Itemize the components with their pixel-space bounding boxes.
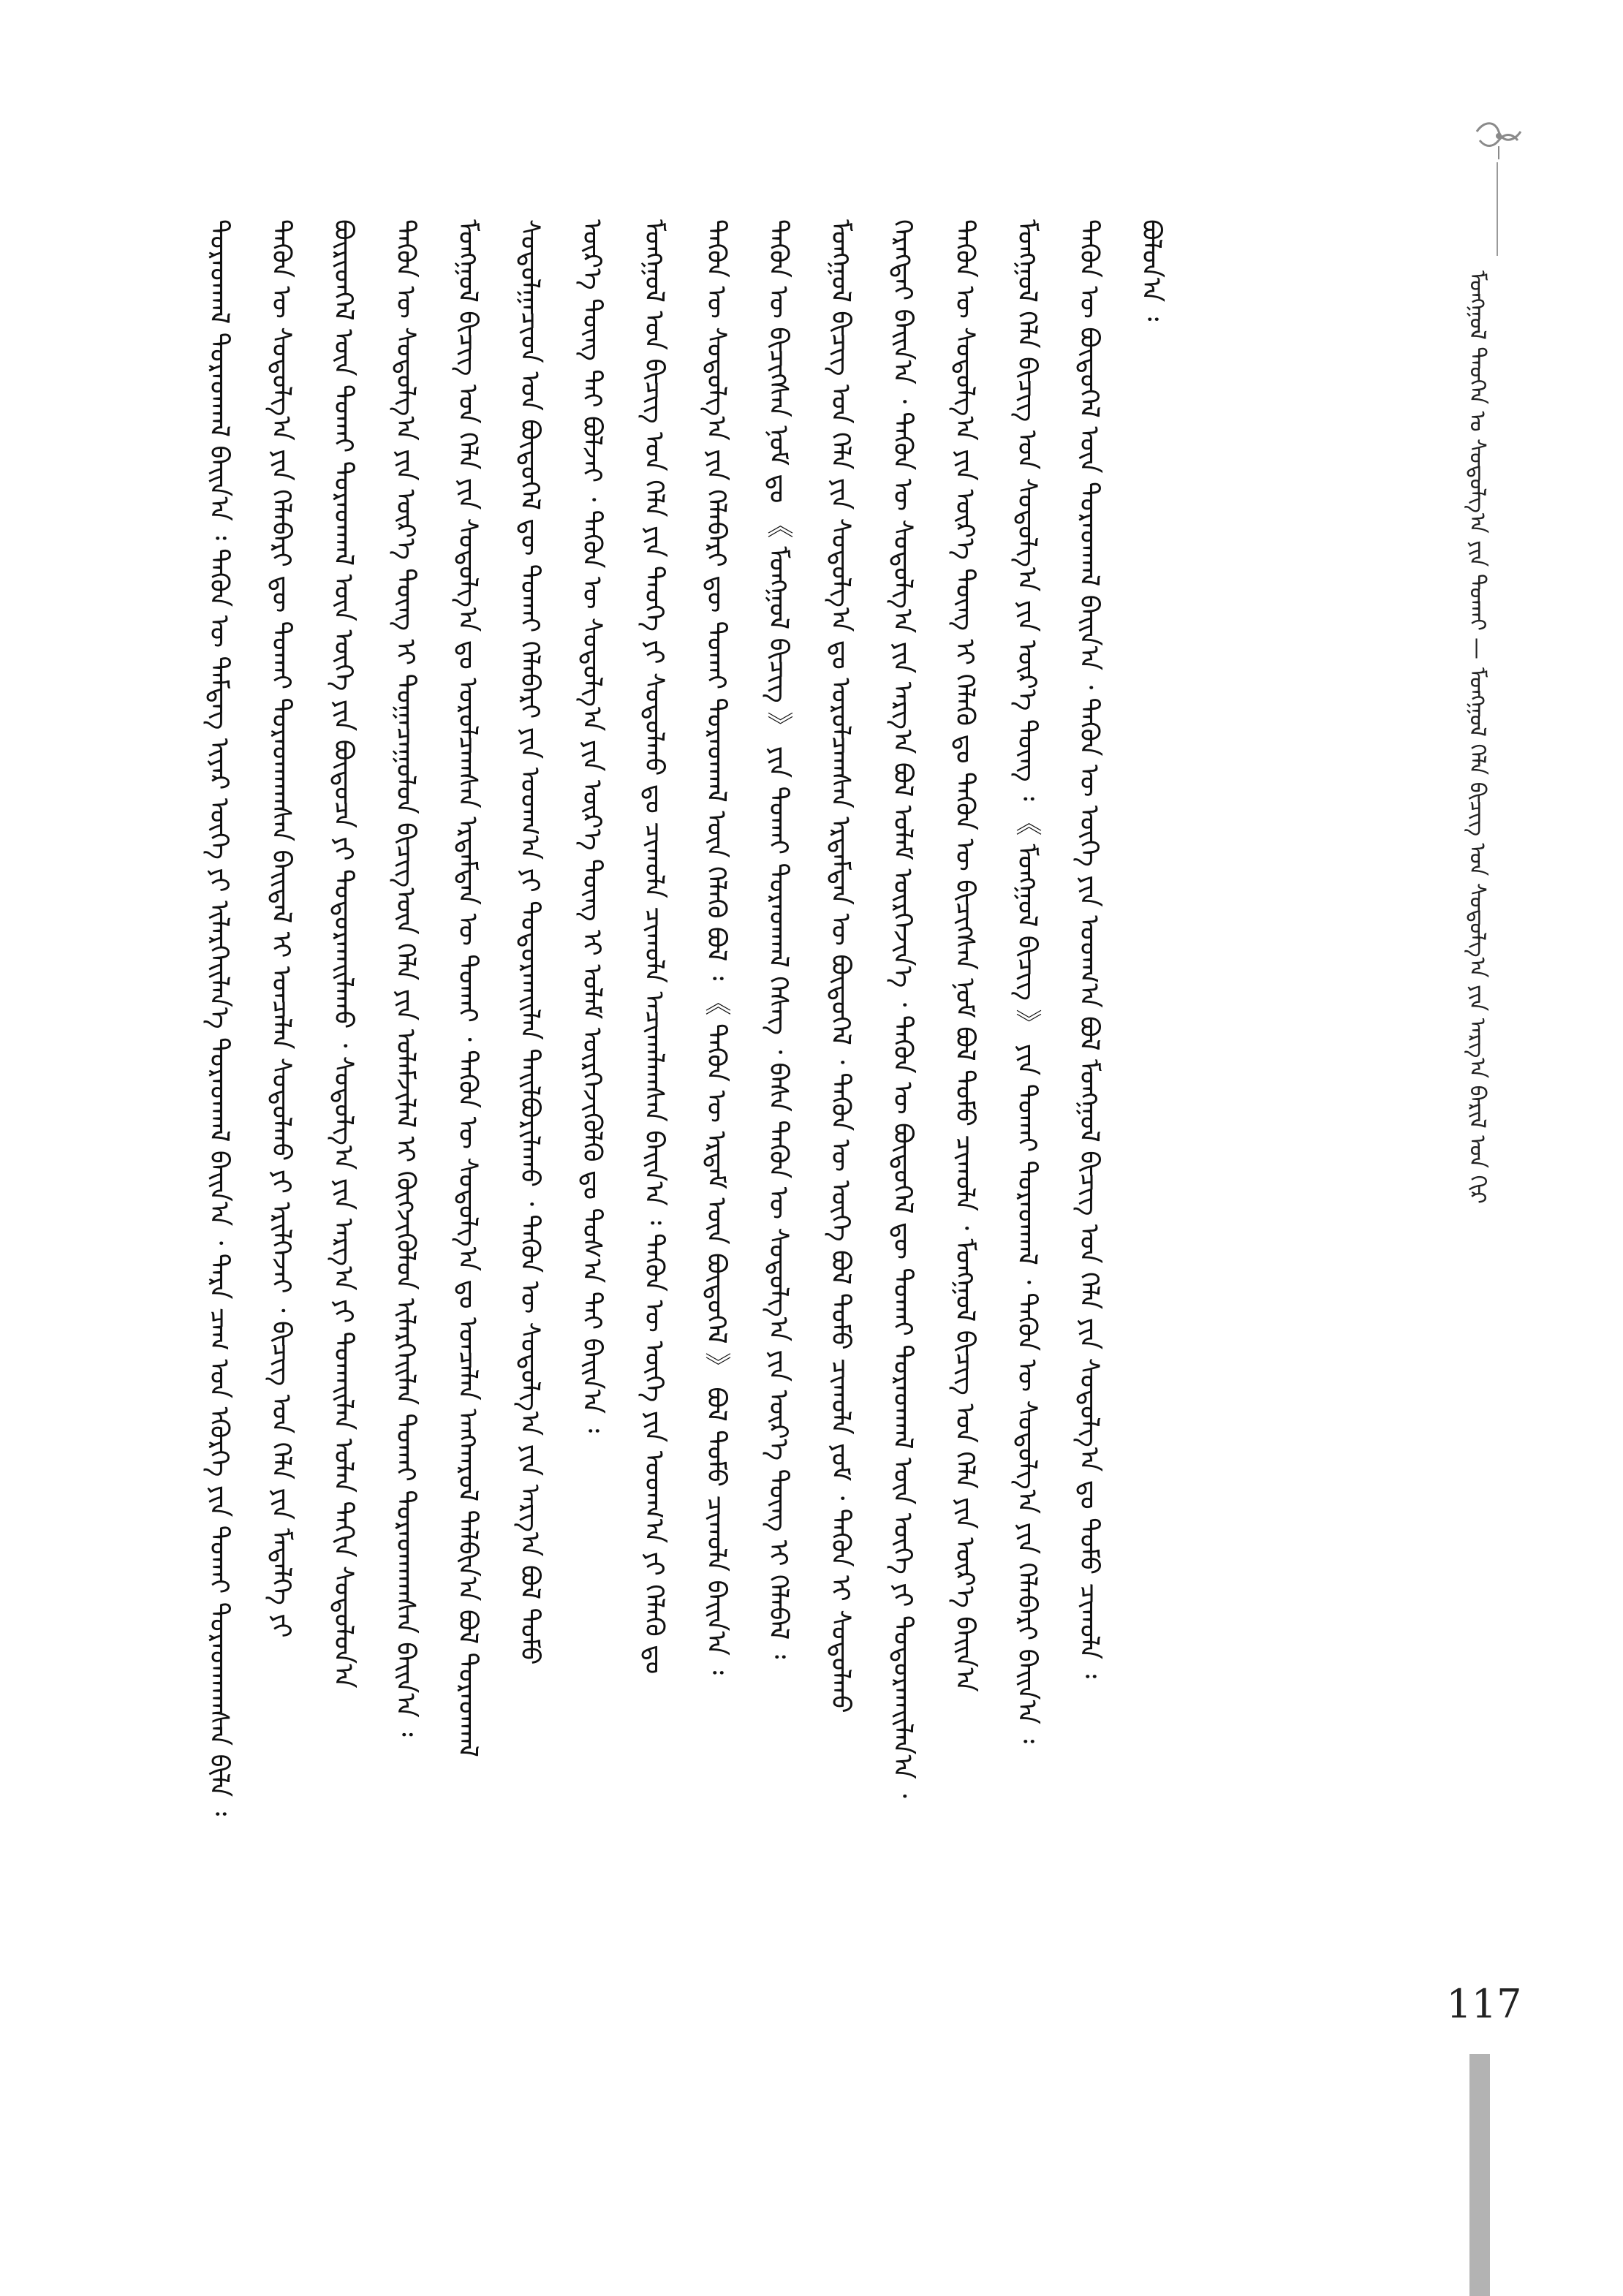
running-head-title: ᠮᠣᠩᠭᠣᠯ ᠲᠡᠦᠬᠡᠨ ᠤ ᠰᠤᠳᠤᠯᠭ᠎ᠠ ᠶᠢᠨ ᠲᠤᠬᠠᠢ xyxy=(1464,270,1490,631)
text-column: ᠲᠡᠭᠦᠨ ᠦ ᠰᠤᠳᠤᠯᠭ᠎ᠠ ᠶᠢᠨ ᠬᠡᠯᠡᠪᠡᠷᠢ ᠳᠦ ᠲᠤᠬᠠᠢ ᠳᠤᠷᠠᠳᠬᠠᠭᠰᠠᠨ ᠪᠠᠢᠳᠠᠯ ᠢ ᠣᠨᠴᠠᠯᠠᠨ ᠰᠤᠳᠤᠯᠬᠤ ᠶᠢ ᠡᠷᠢᠯᠬᠡᠵᠡᠢ ᠂ ᠪᠢᠴᠢᠭ ᠤᠨ ᠬᠡᠯᠡ ᠶᠢᠨ ᠮᠡᠳᠡᠯᠭᠡ ᠶᠢ xyxy=(266,219,296,1638)
text-column: ᠲᠡᠭᠦᠨ ᠦ ᠪᠦᠲᠦᠭᠡᠯ ᠦᠨ ᠳᠤᠷᠠᠳᠬᠠᠯ ᠪᠠᠢᠨ᠎ᠠ ᠂ ᠲᠡᠭᠦᠨ ᠦ ᠦᠭᠡ ᠶᠢᠨ ᠤᠳᠬ᠎ᠠ ᠪᠣᠯ ᠮᠣᠩᠭᠣᠯ ᠪᠢᠴᠢᠭ ᠤᠨ ᠬᠡᠯᠡ ᠶᠢᠨ ᠰᠤᠳᠤᠯᠭ᠎ᠠ ᠳᠤ ᠲᠤᠮᠤ ᠴᠢᠬᠤᠯᠠ ᠄ xyxy=(1074,219,1104,1679)
text-column: ᠪᠦᠷᠢᠳᠬᠡᠯ ᠦᠨ ᠲᠤᠬᠠᠢ ᠳᠤᠷᠠᠳᠬᠠᠯ ᠦᠨ ᠦᠭᠡ ᠶᠢᠨ ᠪᠦᠲᠦᠴᠡ ᠶᠢ ᠲᠣᠳᠣᠷᠬᠠᠢᠯᠠᠬᠤ ᠂ ᠰᠤᠳᠤᠯᠭ᠎ᠠ ᠶᠢᠨ ᠠᠷᠭ᠎ᠠ ᠶᠢ ᠲᠤᠬᠠᠢᠯᠠᠨ ᠣᠯᠠᠨ ᠳᠠᠬᠢᠨ ᠰᠤᠳᠤᠯᠤᠨ᠎ᠠ xyxy=(328,219,358,1689)
text-column: ᠮᠣᠩᠭᠣᠯ ᠪᠢᠴᠢᠭ ᠤᠨ ᠬᠡᠯᠡ ᠶᠢᠨ ᠰᠤᠳᠤᠯᠭ᠎ᠠ ᠳᠤ ᠣᠷᠣᠯᠴᠠᠭᠰᠠᠨ ᠡᠷᠳᠡᠮᠲᠡᠨ ᠦ ᠲᠤᠬᠠᠢ ᠂ ᠲᠡᠭᠦᠨ ᠦ ᠰᠤᠳᠤᠯᠭ᠎ᠠ ᠳᠤ ᠣᠨᠴᠠᠯᠠᠨ ᠠᠩᠬᠠᠷᠤᠯ ᠲᠠᠯᠪᠢᠨ᠎ᠠ ᠪᠣᠯ ᠳᠤᠷᠠᠳᠬᠠᠯ xyxy=(453,219,483,1757)
header-ornament-icon xyxy=(1469,117,1528,161)
running-head-subtitle: ᠮᠣᠩᠭᠣᠯ ᠬᠡᠯᠡ ᠪᠢᠴᠢᠭ ᠤᠨ ᠰᠤᠳᠤᠯᠭ᠎ᠠ ᠶᠢᠨ ᠠᠷᠭ᠎ᠠ ᠪᠠᠷᠢᠯ ᠤᠨ ᠬᠢᠷ xyxy=(1464,667,1490,1204)
text-column: ᠲᠡᠭᠦᠨ ᠦ ᠪᠢᠴᠢᠭᠰᠡᠨ ᠨᠣᠮ ᠳᠤ 《 ᠮᠣᠩᠭᠣᠯ ᠪᠢᠴᠢᠭ 》 ᠶᠢᠨ ᠲᠤᠬᠠᠢ ᠳᠤᠷᠠᠳᠬᠠᠯ ᠬᠡᠰᠡᠭ ᠂ ᠪᠠᠰᠠ ᠲᠡᠭᠦᠨ ᠦ ᠰᠤᠳᠤᠯᠭ᠎ᠠ ᠶᠢᠨ ᠦᠷ᠎ᠡ ᠳᠦᠩ ᠢ ᠬᠡᠯᠡᠪᠡᠯ ᠄ xyxy=(763,219,793,1659)
running-head-dash: — xyxy=(1464,637,1490,661)
text-column: ᠳᠤᠷᠠᠳᠬᠠᠯ ᠳᠤᠷᠠᠳᠬᠠᠯ ᠪᠠᠢᠨ᠎ᠠ ᠄ ᠲᠡᠭᠦᠨ ᠦ ᠲᠡᠮᠳᠡᠭ ᠢᠶᠡᠷ ᠦᠭᠡ ᠶᠢ ᠢᠯᠡᠷᠬᠡᠢᠯᠡᠨ᠎ᠡ ᠳᠤᠷᠠᠳᠬᠠᠯ ᠪᠠᠢᠨ᠎ᠠ ᠂ ᠲᠡᠷᠡ ᠴᠠᠭ ᠤᠨ ᠡᠭᠦᠷᠭᠡ ᠶᠢᠨ ᠲᠤᠬᠠᠢ ᠳᠤᠷᠠᠳᠬᠠᠭᠰᠠᠨ ᠪᠢᠯᠡ ᠄ xyxy=(204,219,234,1816)
side-thumb-tab xyxy=(1469,2054,1490,2296)
body-text xyxy=(197,219,1236,2010)
header-rule xyxy=(1497,162,1498,256)
running-head xyxy=(1459,270,1495,1204)
text-column: ᠲᠡᠭᠦᠨ ᠦ ᠰᠤᠳᠤᠯᠭ᠎ᠠ ᠶᠢᠨ ᠦᠷ᠎ᠡ ᠳᠦᠩ ᠢ ᠲᠣᠭᠠᠴᠠᠭᠤᠯᠤᠨ ᠪᠢᠴᠢᠭ᠎ᠦᠨ ᠬᠡᠯᠡ ᠶᠢᠨ ᠤᠯᠠᠮᠵᠢᠯᠠᠯ ᠢ ᠬᠥᠭᠵᠢᠭᠦᠯᠦᠨ ᠢᠯᠡᠷᠬᠡᠢᠯᠡᠨ ᠲᠤᠬᠠᠢ ᠳᠤᠷᠠᠳᠬᠠᠭᠰᠠᠨ ᠪᠠᠢᠨ᠎ᠠ ᠄ xyxy=(390,219,420,1737)
page-number: 117 xyxy=(1446,1981,1522,2027)
text-column: ᠮᠣᠩᠭᠣᠯ ᠬᠡᠯᠡ ᠪᠢᠴᠢᠭ ᠤᠨ ᠰᠤᠳᠤᠯᠭ᠎ᠠ ᠶᠢᠨ ᠦᠷ᠎ᠡ ᠳᠦᠩ ᠄ 《 ᠮᠣᠩᠭᠣᠯ ᠪᠢᠴᠢᠭ 》 ᠶᠢᠨ ᠲᠤᠬᠠᠢ ᠳᠤᠷᠠᠳᠬᠠᠯ ᠂ ᠲᠡᠭᠦᠨ ᠦ ᠰᠤᠳᠤᠯᠭ᠎ᠠ ᠶᠢᠨ ᠬᠡᠯᠡᠪᠡᠷᠢ ᠪᠠᠢᠨ᠎ᠠ ᠄ xyxy=(1012,219,1042,1743)
text-column: ᠲᠡᠭᠦᠨ ᠦ ᠰᠤᠳᠤᠯᠭ᠎ᠠ ᠶᠢᠨ ᠬᠡᠯᠡᠪᠡᠷᠢ ᠳᠦ ᠲᠤᠬᠠᠢ ᠳᠤᠷᠠᠳᠬᠠᠯ ᠦᠨ ᠬᠡᠯᠡᠬᠦ ᠪᠣᠯ ᠄ 《 ᠲᠡᠭᠦᠨ ᠦ ᠡᠷᠳᠡᠮ ᠦᠨ ᠪᠦᠲᠦᠭᠡᠯ 》 ᠪᠣᠯ ᠲᠤᠮᠤ ᠴᠢᠬᠤᠯᠠ ᠪᠠᠢᠨ᠎ᠠ ᠄ xyxy=(701,219,731,1675)
text-column: ᠮᠣᠩᠭᠣᠯ ᠪᠢᠴᠢᠭ ᠤᠨ ᠬᠡᠯᠡ ᠶᠢᠨ ᠰᠤᠳᠤᠯᠭ᠎ᠠ ᠳᠤ ᠣᠷᠣᠯᠴᠠᠭᠰᠠᠨ ᠡᠷᠳᠡᠮᠲᠡᠨ ᠦ ᠪᠦᠲᠦᠭᠡᠯ ᠂ ᠲᠡᠭᠦᠨ ᠦ ᠦᠭᠡ ᠪᠣᠯ ᠲᠤᠮᠤ ᠴᠢᠬᠤᠯᠠ ᠶᠤᠮ ᠂ ᠲᠡᠭᠦᠨ ᠢ ᠰᠤᠳᠤᠯᠬᠤ xyxy=(825,219,855,1713)
text-column: ᠰᠤᠳᠤᠯᠭᠠᠴᠢᠳ ᠤᠨ ᠪᠦᠲᠦᠭᠡᠯ ᠳᠦ ᠲᠤᠬᠠᠢ ᠬᠡᠯᠡᠪᠡᠷᠢ ᠶᠢᠨ ᠤᠳᠬ᠎ᠠ ᠶᠢ ᠲᠣᠳᠣᠷᠬᠠᠢᠯᠠᠨ ᠲᠠᠢᠯᠪᠤᠷᠢᠯᠠᠬᠤ ᠂ ᠲᠡᠭᠦᠨ ᠦ ᠰᠤᠳᠤᠯᠭ᠎ᠠ ᠶᠢᠨ ᠠᠷᠭ᠎ᠠ ᠪᠣᠯ ᠲᠤᠮᠤ xyxy=(515,219,545,1665)
text-column: ᠪᠣᠯᠤᠨ᠎ᠠ ᠄ xyxy=(1136,219,1166,322)
text-column: ᠲᠡᠭᠦᠨ ᠦ ᠰᠤᠳᠤᠯᠭ᠎ᠠ ᠶᠢᠨ ᠦᠷ᠎ᠡ ᠳᠦᠩ ᠢ ᠬᠡᠯᠡᠬᠦ ᠳᠤ ᠲᠡᠭᠦᠨ ᠦ ᠪᠢᠴᠢᠭᠰᠡᠨ ᠨᠣᠮ ᠪᠣᠯ ᠲᠤᠮᠤ ᠴᠢᠬᠤᠯᠠ ᠂ ᠮᠣᠩᠭᠣᠯ ᠪᠢᠴᠢᠭ ᠤᠨ ᠬᠡᠯᠡ ᠶᠢᠨ ᠦᠷ᠎ᠡ ᠪᠠᠢᠨ᠎ᠠ xyxy=(950,219,980,1692)
text-column: ᠮᠣᠩᠭᠣᠯ ᠤᠨ ᠪᠢᠴᠢᠭ ᠤᠨ ᠬᠡᠯᠡ ᠶᠢᠨ ᠲᠡᠦᠬᠡ ᠶᠢ ᠰᠤᠳᠤᠯᠬᠤ ᠳᠤ ᠴᠢᠬᠤᠯᠠ ᠴᠢᠬᠤᠯᠠ ᠠᠴᠢᠬᠠᠯᠠᠭᠰᠠᠨ ᠪᠠᠢᠨ᠎ᠠ ᠄ ᠲᠡᠭᠦᠨ ᠦ ᠦᠭᠡ ᠶᠢᠨ ᠤᠳᠬ᠎ᠠ ᠶᠢ ᠬᠡᠯᠡᠬᠦ ᠳᠤ xyxy=(639,219,669,1675)
text-column: ᠬᠡᠷᠡᠭᠲᠡᠢ ᠪᠠᠢᠨ᠎ᠠ ᠂ ᠲᠡᠭᠦᠨ ᠦ ᠰᠤᠳᠤᠯᠭ᠎ᠠ ᠶᠢᠨ ᠠᠷᠭ᠎ᠠ ᠪᠣᠯ ᠤᠯᠠᠮ ᠥᠷᠭᠡᠵᠢᠨ᠎ᠡ ᠂ ᠲᠡᠭᠦᠨ ᠦ ᠪᠦᠲᠦᠭᠡᠯ ᠳᠦ ᠲᠤᠬᠠᠢ ᠳᠤᠷᠠᠳᠬᠠᠯ ᠦᠨ ᠦᠭᠡ ᠶᠢ ᠲᠣᠳᠣᠷᠬᠠᠢᠯᠠᠨ᠎ᠠ ᠂ xyxy=(888,219,918,1798)
text-column: ᠦᠷ᠎ᠡ ᠳᠦᠩ ᠲᠠᠢ ᠪᠣᠯᠵᠠᠢ ᠂ ᠲᠡᠭᠦᠨ ᠦ ᠰᠤᠳᠤᠯᠭ᠎ᠠ ᠶᠢᠨ ᠦᠷ᠎ᠡ ᠳᠦᠩ ᠢ ᠤᠯᠠᠮ ᠥᠷᠭᠡᠵᠢᠭᠦᠯᠬᠦ ᠳᠤ ᠲᠤᠰ᠎ᠠ ᠲᠠᠢ ᠪᠠᠢᠨ᠎ᠠ ᠄ xyxy=(577,219,607,1433)
